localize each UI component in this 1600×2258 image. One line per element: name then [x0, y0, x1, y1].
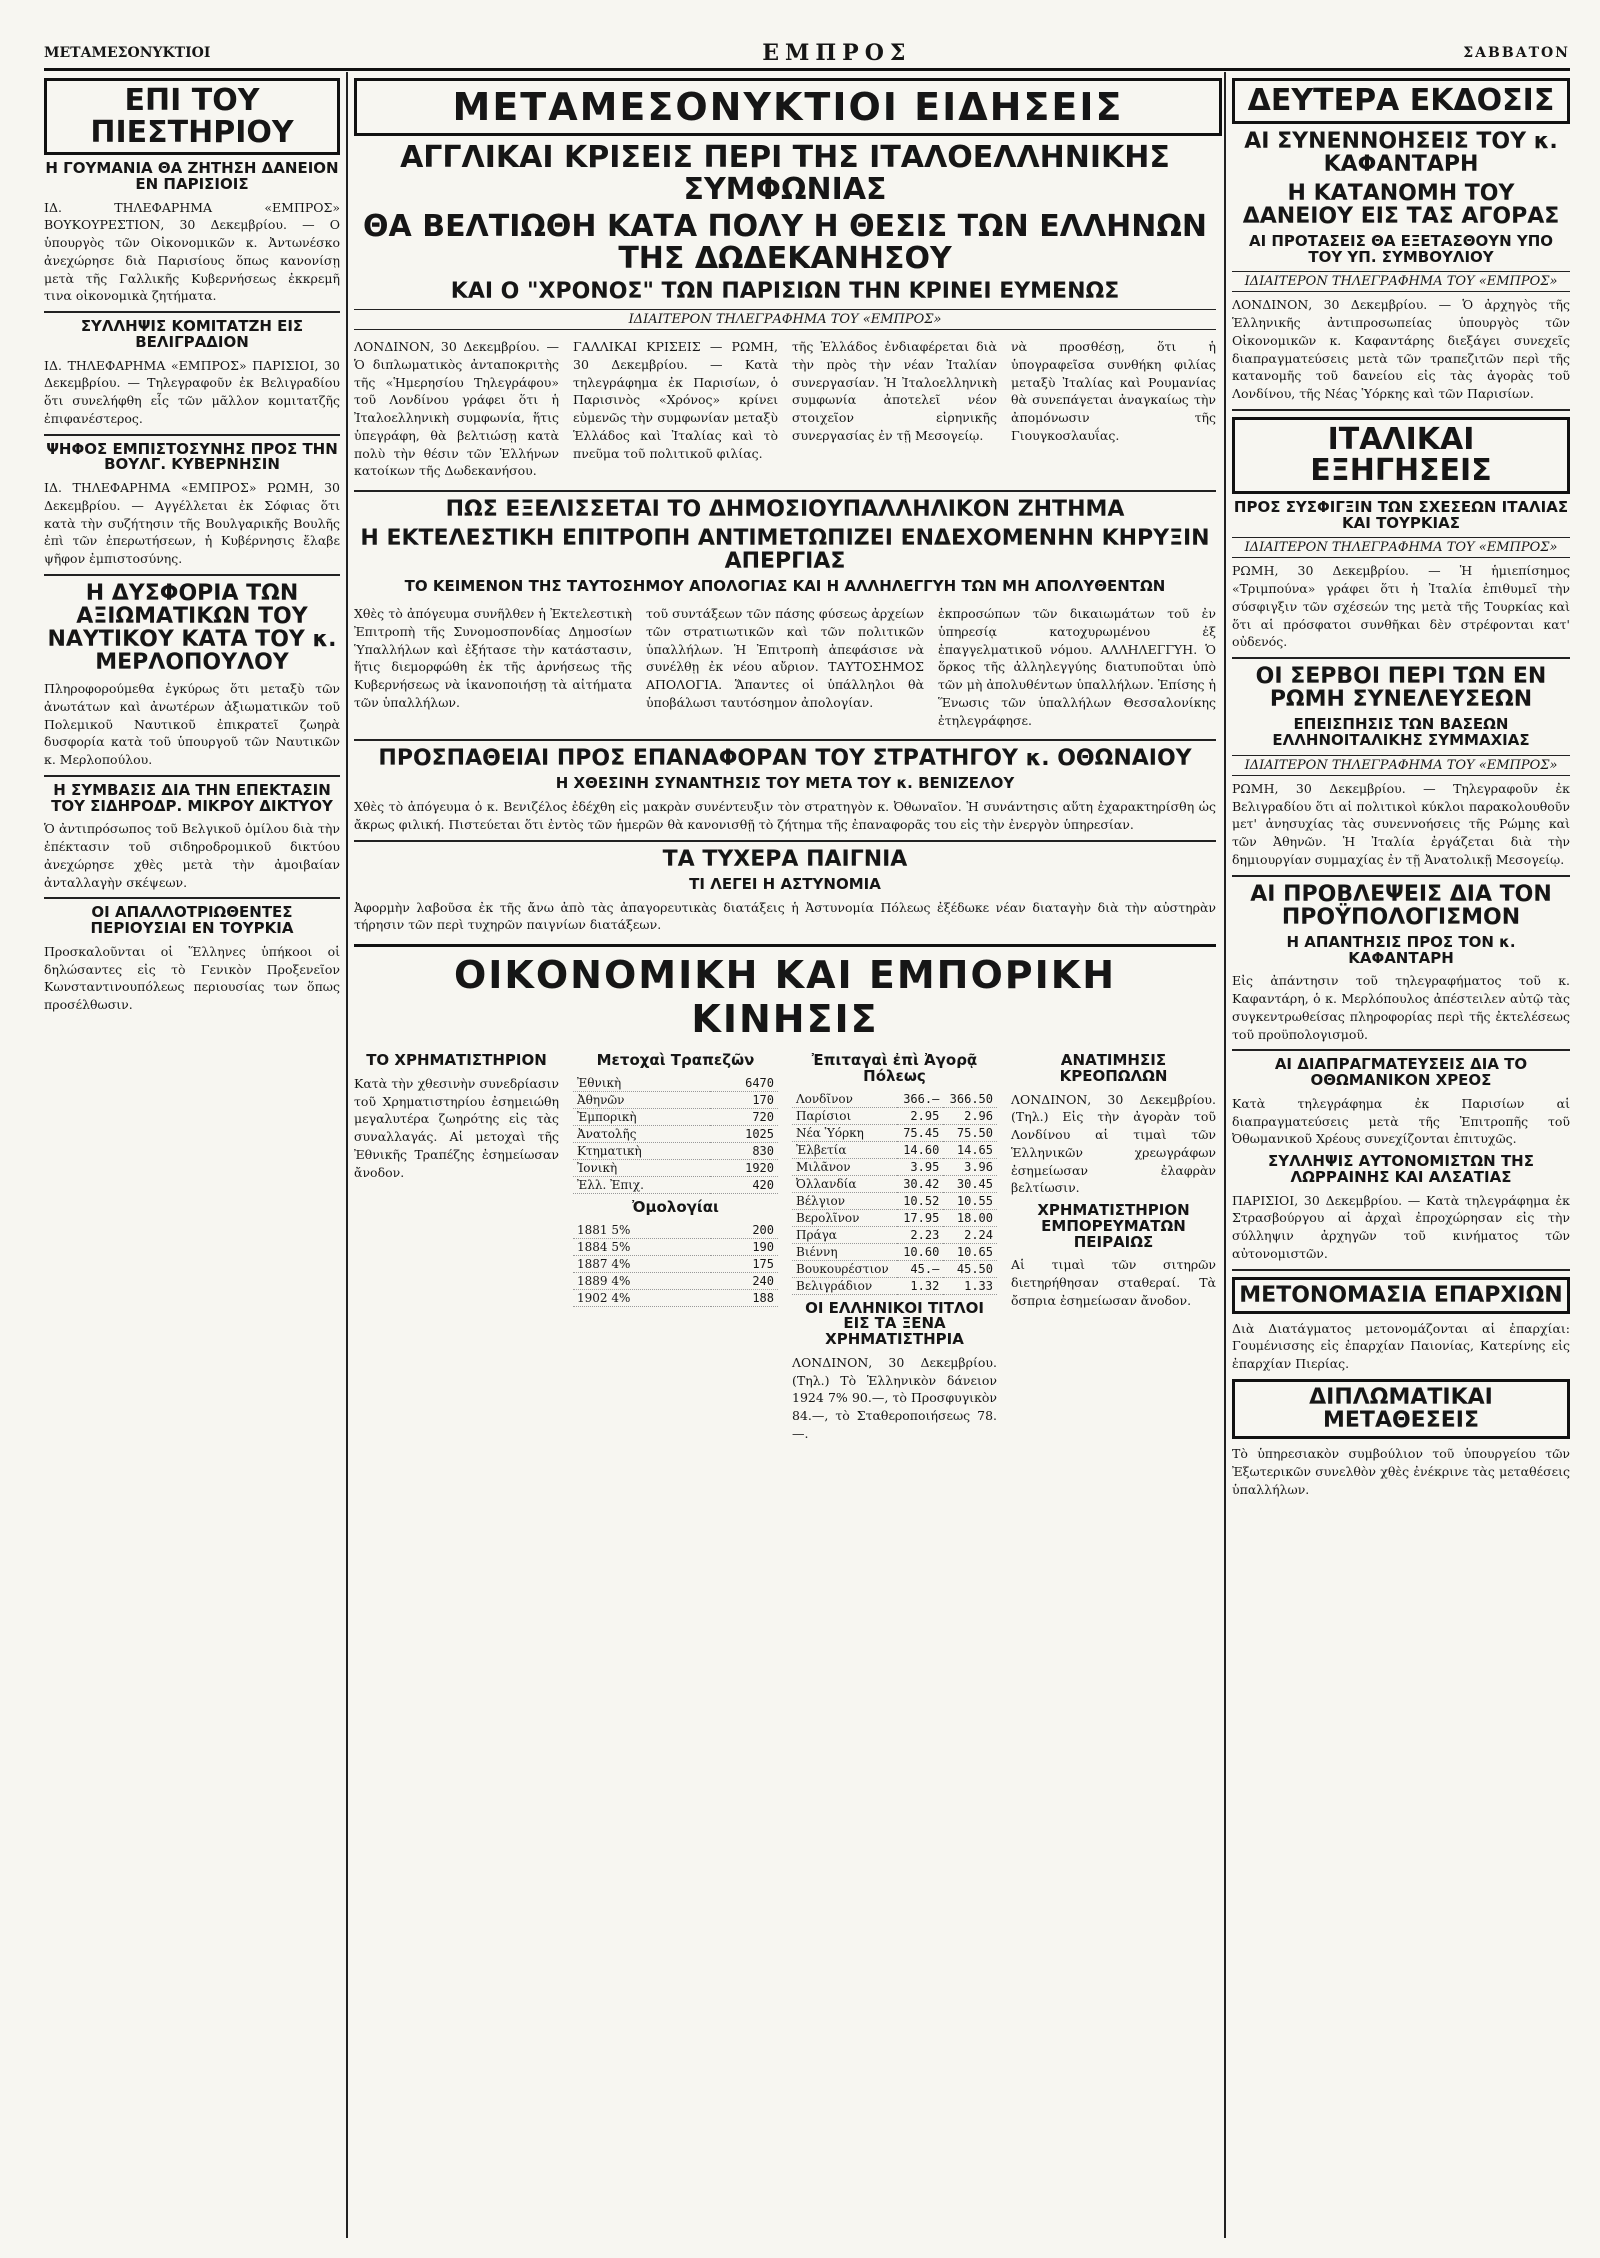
table-cell: Βελιγράδιον	[792, 1277, 897, 1294]
table-row	[573, 1108, 778, 1125]
table-row	[792, 1243, 997, 1260]
exchange-table	[792, 1091, 997, 1295]
article-title: Η ΓΟΥΜΑΝΙΑ ΘΑ ΖΗΤΗΣΗ ΔΑΝΕΙΟΝ ΕΝ ΠΑΡΙΣΙΟΙΣ	[45, 159, 339, 193]
economy-col-3	[792, 1047, 997, 1447]
headline: Η ΕΚΤΕΛΕΣΤΙΚΗ ΕΠΙΤΡΟΠΗ ΑΝΤΙΜΕΤΩΠΙΖΕΙ ΕΝΔΕΧΟΜΕΝΗΝ ΚΗΡΥΞΙΝ ΑΠΕΡΓΙΑΣ	[360, 526, 1210, 575]
masthead-title: ΕΜΠΡΟΣ	[762, 40, 912, 66]
table-cell: 2.96	[943, 1107, 997, 1124]
article-body: Κατὰ τηλεγράφημα ἐκ Παρισίων αἱ διαπραγματεύσεις μετὰ τῆς Ἐπιτροπῆς τοῦ Ὀθωμανικοῦ Χρέους συνεχίζονται ἐπιτυχῶς.	[1232, 1095, 1570, 1147]
section-title: Ἐπιταγαὶ ἐπὶ Ἀγορᾷ Πόλεως	[811, 1051, 978, 1085]
table-cell: Νέα Ὑόρκη	[792, 1124, 897, 1141]
subheadline: ΑΙ ΠΡΟΤΑΣΕΙΣ ΘΑ ΕΞΕΤΑΣΘΟΥΝ ΥΠΟ ΤΟΥ ΥΠ. ΣΥΜΒΟΥΛΙΟΥ	[1248, 231, 1554, 266]
table-cell: 30.45	[943, 1175, 997, 1192]
table-cell: 170	[710, 1091, 778, 1108]
table-row	[792, 1277, 997, 1294]
table-cell: 1025	[710, 1125, 778, 1142]
table-cell: 14.65	[943, 1141, 997, 1158]
subheadline: ΤΙ ΛΕΓΕΙ Η ΑΣΤΥΝΟΜΙΑ	[689, 874, 881, 893]
table-cell: 45.—	[897, 1260, 943, 1277]
left-column	[44, 72, 340, 2238]
table-row	[573, 1091, 778, 1108]
section-body: Αἱ τιμαὶ τῶν σιτηρῶν διετηρήθησαν σταθεραί. Τὰ ὄσπρια ἐσημείωσαν ἄνοδον.	[1011, 1257, 1216, 1308]
table-cell: 720	[710, 1108, 778, 1125]
article-body: ΙΔ. ΤΗΛΕΦΑΡΗΜΑ «ΕΜΠΡΟΣ» ΒΟΥΚΟΥΡΕΣΤΙΟΝ, 30 Δεκεμβρίου. — Ο ὑπουργὸς τῶν Οἰκονομικῶν κ. Ἀντωνέσκο ἀνεχώρησε διὰ Παρισίους ὅπως κανονίσῃ μετὰ τῆς Γαλλικῆς Κυβερνήσεως ἐκκρεμῆ τινα οἰκονομικὰ ζητήματα.	[44, 199, 340, 304]
article-body: Πληροφορούμεθα ἐγκύρως ὅτι μεταξὺ τῶν ἀνωτάτων καὶ ἀνωτέρων ἀξιωματικῶν τοῦ Πολεμικοῦ Ναυτικοῦ ἐπικρατεῖ ζωηρὰ δυσφορία κατὰ τοῦ ὑπουργοῦ τῶν Ναυτικῶν κ. Μερλοπούλου.	[44, 681, 340, 768]
table-cell: 188	[711, 1289, 778, 1306]
table-row	[792, 1124, 997, 1141]
subheadline: ΠΡΟΣ ΣΥΣΦΙΓΞΙΝ ΤΩΝ ΣΧΕΣΕΩΝ ΙΤΑΛΙΑΣ ΚΑΙ ΤΟΥΡΚΙΑΣ	[1233, 497, 1569, 532]
headline: ΙΤΑΛΙΚΑΙ ΕΞΗΓΗΣΕΙΣ	[1232, 417, 1570, 494]
table-row	[573, 1125, 778, 1142]
article-body: ΠΑΡΙΣΙΟΙ, 30 Δεκεμβρίου. — Κατὰ τηλεγράφημα ἐκ Στρασβούργου αἱ ἀρχαὶ ἐπροχώρησαν εἰς τὴν σύλληψιν ἀρχηγῶν τοῦ κινήματος τῶν αὐτονομιστῶν.	[1232, 1192, 1570, 1261]
table-cell: 10.60	[897, 1243, 943, 1260]
economy-columns	[354, 1047, 1216, 1447]
article-body: ΛΟΝΔΙΝΟΝ, 30 Δεκεμβρίου. — Ὁ διπλωματικὸς ἀνταποκριτὴς τῆς «Ἡμερησίου Τηλεγράφου» τοῦ Λονδίνου γράφει ὅτι ἡ Ἰταλοελληνικὴ συμφωνία, ἥτις ὑπεγράφη, θὰ βελτιώσῃ κατὰ πολὺ τὴν θέσιν τῶν Ἑλλήνων κατοίκων τῆς Δωδεκανήσου.	[354, 339, 559, 479]
table-row	[792, 1209, 997, 1226]
section-title: ΧΡΗΜΑΤΙΣΤΗΡΙΟΝ ΕΜΠΟΡΕΥΜΑΤΩΝ ΠΕΙΡΑΙΩΣ	[1037, 1201, 1190, 1251]
section-body: Κατὰ τὴν χθεσινὴν συνεδρίασιν τοῦ Χρηματιστηρίου ἐσημειώθη μεγαλυτέρα ζωηρότης εἰς τὰς συναλλαγάς. Αἱ μετοχαὶ τῆς Ἐθνικῆς Τραπέζης ἐσημείωσαν ἄνοδον.	[354, 1075, 559, 1180]
column-rule	[346, 72, 348, 2238]
article-columns	[354, 334, 1216, 484]
subheadline: ΤΟ ΚΕΙΜΕΝΟΝ ΤΗΣ ΤΑΥΤΟΣΗΜΟΥ ΑΠΟΛΟΓΙΑΣ ΚΑΙ Η ΑΛΛΗΛΕΓΓΥΗ ΤΩΝ ΜΗ ΑΠΟΛΥΘΕΝΤΩΝ	[404, 577, 1166, 596]
left-column-header: ΕΠΙ ΤΟΥ ΠΙΕΣΤΗΡΙΟΥ	[44, 78, 340, 155]
headline: ΑΓΓΛΙΚΑΙ ΚΡΙΣΕΙΣ ΠΕΡΙ ΤΗΣ ΙΤΑΛΟΕΛΛΗΝΙΚΗΣ ΣΥΜΦΩΝΙΑΣ	[400, 140, 1170, 207]
table-cell: 75.50	[943, 1124, 997, 1141]
table-cell: 1920	[710, 1159, 778, 1176]
byline: ΙΔΙΑΙΤΕΡΟΝ ΤΗΛΕΓΡΑΦΗΜΑ ΤΟΥ «ΕΜΠΡΟΣ»	[1232, 271, 1570, 292]
article-title: ΨΗΦΟΣ ΕΜΠΙΣΤΟΣΥΝΗΣ ΠΡΟΣ ΤΗΝ ΒΟΥΛΓ. ΚΥΒΕΡΝΗΣΙΝ	[46, 439, 338, 474]
table-row	[573, 1272, 778, 1289]
right-column-header: ΔΕΥΤΕΡΑ ΕΚΔΟΣΙΣ	[1232, 78, 1570, 124]
bank-shares-table	[573, 1075, 778, 1194]
subheadline: ΕΠΕΙΣΠΗΣΙΣ ΤΩΝ ΒΑΣΕΩΝ ΕΛΛΗΝΟΙΤΑΛΙΚΗΣ ΣΥΜΜΑΧΙΑΣ	[1272, 715, 1530, 750]
table-row	[573, 1159, 778, 1176]
table-cell: 1889 4%	[573, 1272, 711, 1289]
article-columns	[354, 601, 1216, 733]
article-body: Χθὲς τὸ ἀπόγευμα συνῆλθεν ἡ Ἐκτελεστικὴ Ἐπιτροπὴ τῆς Συνομοσπονδίας Δημοσίων Ὑπαλλήλων καὶ ἐξήτασε τὴν κατάστασιν, ἥτις διεμορφώθη ἐκ τῆς ἀρνήσεως τῆς Κυβερνήσεως νὰ ἱκανοποιήσῃ τὰ αἰτήματα τῶν ὑπαλλήλων.	[354, 606, 632, 710]
table-row	[573, 1075, 778, 1092]
section-body: ΛΟΝΔΙΝΟΝ, 30 Δεκεμβρίου. (Τηλ.) Εἰς τὴν ἀγορὰν τοῦ Λονδίνου αἱ τιμαὶ τῶν Ἑλληνικῶν χρεωγράφων ἐσημείωσαν ἐλαφρὰν βελτίωσιν.	[1011, 1091, 1216, 1196]
table-row	[573, 1222, 778, 1239]
article-body: ἐκπροσώπων τῶν δικαιωμάτων τοῦ ἐν ὑπηρεσίᾳ κατοχυρωμένου ἐξ ἐπαγγελματικοῦ νόμου. ΑΛΛΗΛΕΓΓΥΗ. Ὁ ὅρκος τῆς ἀλληλεγγύης διατυποῦται ὑπὸ τῶν μὴ ἀπολυθέντων ὑπαλλήλων. Ἐπίσης ἡ Ἕνωσις τῶν ὑπαλλήλων Θεσσαλονίκης ἐτηλεγράφησε.	[938, 606, 1216, 728]
section-title: Ὀμολογίαι	[632, 1197, 719, 1216]
headline: ΑΙ ΠΡΟΒΛΕΨΕΙΣ ΔΙΑ ΤΟΝ ΠΡΟΫΠΟΛΟΓΙΣΜΟΝ	[1250, 881, 1552, 930]
article-title: Η ΔΥΣΦΟΡΙΑ ΤΩΝ ΑΞΙΩΜΑΤΙΚΩΝ ΤΟΥ ΝΑΥΤΙΚΟΥ ΚΑΤΑ ΤΟΥ κ. ΜΕΡΛΟΠΟΥΛΟΥ	[47, 580, 337, 676]
table-cell: Βουκουρέστιον	[792, 1260, 897, 1277]
table-row	[573, 1238, 778, 1255]
table-row	[573, 1289, 778, 1306]
table-row	[792, 1141, 997, 1158]
table-cell: 175	[711, 1255, 778, 1272]
table-cell: 200	[711, 1222, 778, 1239]
article-body: Χθὲς τὸ ἀπόγευμα ὁ κ. Βενιζέλος ἐδέχθη εἰς μακρὰν συνέντευξιν τὸν στρατηγὸν κ. Ὀθωναῖον. Ἡ συνάντησις αὕτη ἐχαρακτηρίσθη ὡς ἄκρως φιλική. Πιστεύεται ὅτι ἐντὸς τῶν ἡμερῶν θὰ κανονισθῇ τὸ ζήτημα τῆς ἐπαναφορᾶς του εἰς τὴν ἐνεργὸν ὑπηρεσίαν.	[354, 799, 1216, 832]
section-title: ΑΝΑΤΙΜΗΣΙΣ ΚΡΕΟΠΩΛΩΝ	[1059, 1051, 1168, 1085]
table-row	[792, 1158, 997, 1175]
headline: Η ΚΑΤΑΝΟΜΗ ΤΟΥ ΔΑΝΕΙΟΥ ΕΙΣ ΤΑΣ ΑΓΟΡΑΣ	[1242, 180, 1560, 229]
table-cell: 1881 5%	[573, 1222, 711, 1239]
table-row	[573, 1176, 778, 1193]
table-cell: 30.42	[897, 1175, 943, 1192]
headline: ΟΙ ΣΕΡΒΟΙ ΠΕΡΙ ΤΩΝ ΕΝ ΡΩΜΗ ΣΥΝΕΛΕΥΣΕΩΝ	[1255, 664, 1547, 713]
headline: ΑΙ ΔΙΑΠΡΑΓΜΑΤΕΥΣΕΙΣ ΔΙΑ ΤΟ ΟΘΩΜΑΝΙΚΟΝ ΧΡΕΟΣ	[1274, 1055, 1528, 1089]
masthead	[44, 38, 1570, 71]
table-cell: 18.00	[943, 1209, 997, 1226]
table-cell: 2.95	[897, 1107, 943, 1124]
headline: ΠΩΣ ΕΞΕΛΙΣΣΕΤΑΙ ΤΟ ΔΗΜΟΣΙΟΥΠΑΛΛΗΛΙΚΟΝ ΖΗΤΗΜΑ	[445, 497, 1125, 523]
article-body: Ὁ ἀντιπρόσωπος τοῦ Βελγικοῦ ὁμίλου διὰ τὴν ἐπέκτασιν τοῦ σιδηροδρομικοῦ δικτύου ἀνεχώρησε χθὲς μετὰ τὴν ἀμοιβαίαν ἀνταλλαγὴν σκέψεων.	[44, 821, 340, 890]
table-cell: Βέλγιον	[792, 1192, 897, 1209]
table-row	[792, 1260, 997, 1277]
masthead-left: ΜΕΤΑΜΕΣΟΝΥΚΤΙΟΙ	[44, 45, 211, 61]
table-cell: 2.23	[897, 1226, 943, 1243]
table-cell: 3.96	[943, 1158, 997, 1175]
economy-col-2	[573, 1047, 778, 1447]
headline: ΠΡΟΣΠΑΘΕΙΑΙ ΠΡΟΣ ΕΠΑΝΑΦΟΡΑΝ ΤΟΥ ΣΤΡΑΤΗΓΟΥ κ. ΟΘΩΝΑΙΟΥ	[378, 746, 1192, 772]
article-body: ΛΟΝΔΙΝΟΝ, 30 Δεκεμβρίου. — Ὁ ἀρχηγὸς τῆς Ἑλληνικῆς ἀντιπροσωπείας ὑπουργὸς τῶν Οἰκονομικῶν κ. Καφαντάρης διεξάγει συνεχεῖς διαπραγματεύσεις μετὰ τῶν τραπεζιτῶν περὶ τῆς κατανομῆς τοῦ δανείου εἰς τὰς ἀγορὰς τοῦ Λονδίνου, τῆς Νέας Ὑόρκης καὶ τῶν Παρισίων.	[1232, 297, 1570, 402]
article-body: ΙΔ. ΤΗΛΕΦΑΡΗΜΑ «ΕΜΠΡΟΣ» ΡΩΜΗ, 30 Δεκεμβρίου. — Αγγέλλεται ἐκ Σόφιας ὅτι κατὰ τὴν συζήτησιν τῆς Βουλγαρικῆς Βουλῆς ἐπὶ τῶν ἐπερωτήσεων, ἡ Κυβέρνησις ἔλαβε ψῆφον ἐμπιστοσύνης.	[44, 480, 340, 566]
table-cell: Ἀνατολῆς	[573, 1125, 710, 1142]
subheadline: Η ΧΘΕΣΙΝΗ ΣΥΝΑΝΤΗΣΙΣ ΤΟΥ ΜΕΤΑ ΤΟΥ κ. ΒΕΝΙΖΕΛΟΥ	[555, 774, 1015, 793]
table-cell: Ὀλλανδία	[792, 1175, 897, 1192]
table-cell: Ἰονικὴ	[573, 1159, 710, 1176]
table-row	[792, 1175, 997, 1192]
table-cell: Βιέννη	[792, 1243, 897, 1260]
table-cell: 75.45	[897, 1124, 943, 1141]
table-cell: Ἐλβετία	[792, 1141, 897, 1158]
article-body: ΡΩΜΗ, 30 Δεκεμβρίου. — Τηλεγραφοῦν ἐκ Βελιγραδίου ὅτι αἱ πολιτικοὶ κύκλοι παρακολουθοῦν μετ' ἀνησυχίας τὰς συνεννοήσεις τῆς Ρώμης καὶ τῶν Ἀθηνῶν. Ἡ Ἰταλία ἐργάζεται διὰ τὴν δημιουργίαν συμμαχίας ἐν τῇ Ἀνατολικῇ Μεσογείῳ.	[1232, 780, 1570, 867]
table-cell: 1.33	[943, 1277, 997, 1294]
article-body: Προσκαλοῦνται οἱ Ἕλληνες ὑπήκοοι οἱ δηλώσαντες εἰς τὸ Γενικὸν Προξενεῖον Κωνσταντινουπόλεως περιουσίας των ὅπως προσέλθωσιν.	[44, 943, 340, 1013]
table-cell: 190	[711, 1238, 778, 1255]
table-cell: 1902 4%	[573, 1289, 711, 1306]
column-rule	[1224, 72, 1226, 2238]
table-cell: 6470	[710, 1075, 778, 1092]
headline: ΜΕΤΟΝΟΜΑΣΙΑ ΕΠΑΡΧΙΩΝ	[1232, 1277, 1570, 1314]
bonds-table	[573, 1222, 778, 1307]
section-title: ΤΟ ΧΡΗΜΑΤΙΣΤΗΡΙΟΝ	[366, 1051, 547, 1070]
table-cell: Μιλᾶνον	[792, 1158, 897, 1175]
table-cell: 10.65	[943, 1243, 997, 1260]
table-cell: Λονδῖνον	[792, 1091, 897, 1108]
right-column	[1232, 72, 1570, 2238]
table-row	[792, 1226, 997, 1243]
table-cell: 10.52	[897, 1192, 943, 1209]
article-body: Ἀφορμὴν λαβοῦσα ἐκ τῆς ἄνω ἀπὸ τὰς ἀπαγορευτικὰς διατάξεις ἡ Ἀστυνομία Πόλεως ἐξέδωκε νέαν διαταγὴν διὰ τὴν αὐστηρὰν τήρησιν τῶν περὶ τυχηρῶν παιγνίων διατάξεων.	[354, 899, 1216, 933]
section-title: ΟΙ ΕΛΛΗΝΙΚΟΙ ΤΙΤΛΟΙ ΕΙΣ ΤΑ ΞΕΝΑ ΧΡΗΜΑΤΙΣΤΗΡΙΑ	[805, 1298, 984, 1349]
economy-section	[354, 944, 1216, 1447]
table-cell: Ἐλλ. Ἐπιχ.	[573, 1176, 710, 1193]
article-body: Τὸ ὑπηρεσιακὸν συμβούλιον τοῦ ὑπουργείου τῶν Ἐξωτερικῶν συνελθὸν χθὲς ἐνέκρινε τὰς μεταθέσεις ὑπαλλήλων.	[1232, 1446, 1570, 1497]
table-cell: Βερολῖνον	[792, 1209, 897, 1226]
table-cell: 1884 5%	[573, 1238, 711, 1255]
table-cell: 17.95	[897, 1209, 943, 1226]
headline: ΑΙ ΣΥΝΕΝΝΟΗΣΕΙΣ ΤΟΥ κ. ΚΑΦΑΝΤΑΡΗ	[1244, 128, 1558, 177]
article-body: ΙΔ. ΤΗΛΕΦΑΡΗΜΑ «ΕΜΠΡΟΣ» ΠΑΡΙΣΙΟΙ, 30 Δεκεμβρίου. — Τηλεγραφοῦν ἐκ Βελιγραδίου ὅτι συνελήφθη εἷς τῶν μᾶλλον κομιτατζῆς ἐπιφανέστερος.	[44, 357, 340, 426]
table-cell: 10.55	[943, 1192, 997, 1209]
economy-col-1	[354, 1047, 559, 1447]
main-banner: ΜΕΤΑΜΕΣΟΝΥΚΤΙΟΙ ΕΙΔΗΣΕΙΣ	[354, 78, 1222, 136]
table-cell: 366.50	[943, 1091, 997, 1108]
main-area	[354, 72, 1216, 2238]
subheadline: ΚΑΙ Ο "ΧΡΟΝΟΣ" ΤΩΝ ΠΑΡΙΣΙΩΝ ΤΗΝ ΚΡΙΝΕΙ ΕΥΜΕΝΩΣ	[450, 279, 1120, 304]
table-cell: 45.50	[943, 1260, 997, 1277]
table-cell: 1.32	[897, 1277, 943, 1294]
table-cell: Πράγα	[792, 1226, 897, 1243]
article-title: ΣΥΛΛΗΨΙΣ ΚΟΜΙΤΑΤΖΗ ΕΙΣ ΒΕΛΙΓΡΑΔΙΟΝ	[80, 317, 304, 351]
table-cell: 830	[710, 1142, 778, 1159]
masthead-date: ΣΑΒΒΑΤΟΝ	[1463, 45, 1570, 61]
newspaper-page	[44, 38, 1570, 2238]
table-cell: 3.95	[897, 1158, 943, 1175]
headline: ΔΙΠΛΩΜΑΤΙΚΑΙ ΜΕΤΑΘΕΣΕΙΣ	[1232, 1379, 1570, 1439]
article-body: τοῦ συντάξεων τῶν πάσης φύσεως ἀρχείων τῶν στρατιωτικῶν καὶ τῶν πολιτικῶν ὑπαλλήλων. Ἡ Ἐπιτροπὴ ἀπεφάσισε νὰ συνέλθῃ ἐκ νέου αὔριον. ΤΑΥΤΟΣΗΜΟΣ ΑΠΟΛΟΓΙΑ. Ἅπαντες οἱ ὑπάλληλοι θὰ ὑποβάλωσι ταυτόσημον ἀπολογίαν.	[646, 606, 924, 710]
table-cell: Ἐθνικὴ	[573, 1075, 710, 1092]
table-cell: 240	[711, 1272, 778, 1289]
table-cell: 420	[710, 1176, 778, 1193]
table-cell: Ἐμπορικὴ	[573, 1108, 710, 1125]
article-title: Η ΣΥΜΒΑΣΙΣ ΔΙΑ ΤΗΝ ΕΠΕΚΤΑΣΙΝ ΤΟΥ ΣΙΔΗΡΟΔΡ. ΜΙΚΡΟΥ ΔΙΚΤΥΟΥ	[51, 780, 333, 815]
economy-col-4	[1011, 1047, 1216, 1447]
section-title: Μετοχαὶ Τραπεζῶν	[596, 1051, 755, 1070]
byline: ΙΔΙΑΙΤΕΡΟΝ ΤΗΛΕΓΡΑΦΗΜΑ ΤΟΥ «ΕΜΠΡΟΣ»	[1232, 537, 1570, 558]
article-body: ΓΑΛΛΙΚΑΙ ΚΡΙΣΕΙΣ — ΡΩΜΗ, 30 Δεκεμβρίου. — Κατὰ τηλεγράφημα ἐκ Παρισίων, ὁ Παρισινὸς «Χρόνος» κρίνει εὐμενῶς τὴν συμφωνίαν μεταξὺ Ἑλλάδος καὶ Ἰταλίας καὶ τὸ πνεῦμα τοῦ πολιτικοῦ φιλίας.	[573, 339, 778, 461]
article-body: ΡΩΜΗ, 30 Δεκεμβρίου. — Ἡ ἡμιεπίσημος «Τριμπούνα» γράφει ὅτι ἡ Ἰταλία ἐπιθυμεῖ τὴν σύσφιγξιν τῶν σχέσεών της μετὰ τῆς Τουρκίας καὶ ὅτι αἱ πρόσφατοι συνθῆκαι δὲν στρέφονται κατ' οὐδενός.	[1232, 563, 1570, 650]
table-row	[792, 1107, 997, 1124]
article-title: ΟΙ ΑΠΑΛΛΟΤΡΙΩΘΕΝΤΕΣ ΠΕΡΙΟΥΣΙΑΙ ΕΝ ΤΟΥΡΚΙΑ	[90, 903, 294, 938]
table-cell: 2.24	[943, 1226, 997, 1243]
article-body: νὰ προσθέσῃ, ὅτι ἡ ὑπογραφεῖσα συνθήκη φιλίας μεταξὺ Ἰταλίας καὶ Ρουμανίας θὰ συνεπάγεται ἀναγκαίως τὴν ἀπομόνωσιν τῆς Γιουγκοσλαυΐας.	[1011, 339, 1216, 443]
table-cell: 14.60	[897, 1141, 943, 1158]
economy-title: ΟΙΚΟΝΟΜΙΚΗ ΚΑΙ ΕΜΠΟΡΙΚΗ ΚΙΝΗΣΙΣ	[453, 953, 1117, 1042]
table-cell: Κτηματικὴ	[573, 1142, 710, 1159]
table-row	[573, 1255, 778, 1272]
table-cell: Ἀθηνῶν	[573, 1091, 710, 1108]
table-cell: 366.—	[897, 1091, 943, 1108]
subheadline: Η ΑΠΑΝΤΗΣΙΣ ΠΡΟΣ ΤΟΝ κ. ΚΑΦΑΝΤΑΡΗ	[1286, 932, 1516, 967]
byline: ΙΔΙΑΙΤΕΡΟΝ ΤΗΛΕΓΡΑΦΗΜΑ ΤΟΥ «ΕΜΠΡΟΣ»	[354, 309, 1216, 330]
article-body: τῆς Ἑλλάδος ἐνδιαφέρεται διὰ τὴν πρὸς τὴν νέαν Ἰταλίαν συνεργασίαν. Ἡ Ἰταλοελληνικὴ συμφωνία ἀποτελεῖ νέον στοιχεῖον εἰρηνικῆς συνεργασίας ἐν τῇ Μεσογείῳ.	[792, 339, 997, 443]
table-cell: 1887 4%	[573, 1255, 711, 1272]
table-row	[792, 1091, 997, 1108]
headline: ΘΑ ΒΕΛΤΙΩΘΗ ΚΑΤΑ ΠΟΛΥ Η ΘΕΣΙΣ ΤΩΝ ΕΛΛΗΝΩΝ ΤΗΣ ΔΩΔΕΚΑΝΗΣΟΥ	[363, 209, 1207, 276]
table-cell: Παρίσιοι	[792, 1107, 897, 1124]
section-body: ΛΟΝΔΙΝΟΝ, 30 Δεκεμβρίου. (Τηλ.) Τὸ Ἑλληνικὸν δάνειον 1924 7% 90.—, τὸ Προσφυγικὸν 84.—, τὸ Σταθεροποιήσεως 78.—.	[792, 1354, 997, 1441]
table-row	[792, 1192, 997, 1209]
headline: ΤΑ ΤΥΧΕΡΑ ΠΑΙΓΝΙΑ	[662, 846, 908, 872]
article-body: Εἰς ἀπάντησιν τοῦ τηλεγραφήματος τοῦ κ. Καφαντάρη, ὁ κ. Μερλόπουλος ἀπέστειλεν αὐτῷ τὰς συγκεντρωθείσας πληροφορίας περὶ τῆς ἐκτελέσεως τοῦ προϋπολογισμοῦ.	[1232, 973, 1570, 1042]
byline: ΙΔΙΑΙΤΕΡΟΝ ΤΗΛΕΓΡΑΦΗΜΑ ΤΟΥ «ΕΜΠΡΟΣ»	[1232, 755, 1570, 776]
headline: ΣΥΛΛΗΨΙΣ ΑΥΤΟΝΟΜΙΣΤΩΝ ΤΗΣ ΛΩΡΡΑΙΝΗΣ ΚΑΙ ΑΛΣΑΤΙΑΣ	[1268, 1152, 1534, 1186]
article-body: Διὰ Διατάγματος μετονομάζονται αἱ ἐπαρχίαι: Γουμένισσης εἰς ἐπαρχίαν Παιονίας, Κατερίνης εἰς ἐπαρχίαν Πιερίας.	[1232, 1320, 1570, 1372]
table-row	[573, 1142, 778, 1159]
